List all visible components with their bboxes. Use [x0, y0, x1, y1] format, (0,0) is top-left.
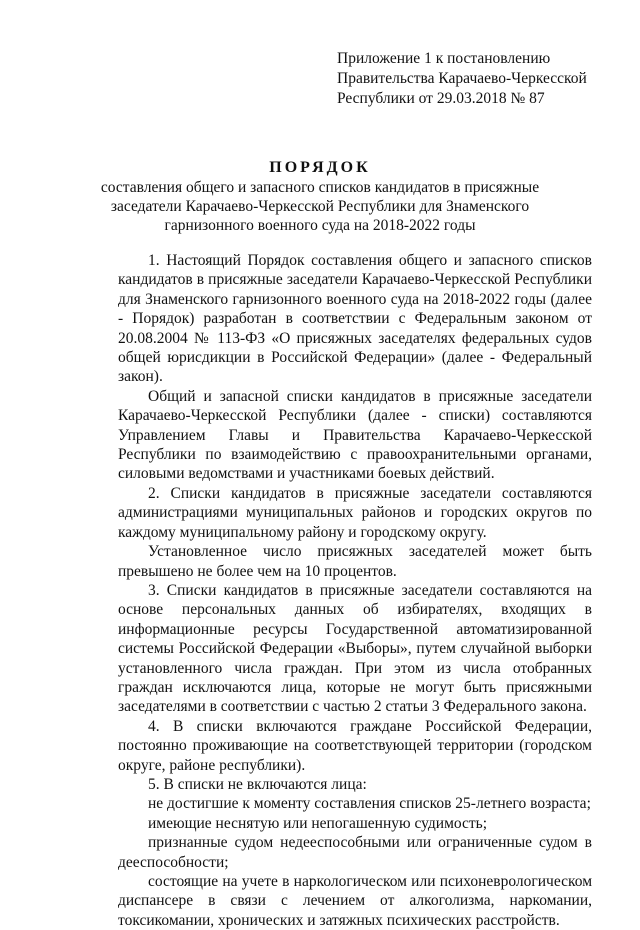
appendix-line: Республики от 29.03.2018 № 87 — [337, 90, 545, 107]
appendix-line: Приложение 1 к постановлению — [337, 50, 551, 67]
paragraph-lists-compiled: Общий и запасной списки кандидатов в присяжные заседатели Карачаево-Черкесской Республики (далее - списки) составляются Управлением Главы и Правительства Карачаево-Черкесской Республики по взаимодействию с правоохранительными органами, силовыми ведомствами и участниками боевых действий. — [118, 387, 592, 483]
paragraph-1: 1. Настоящий Порядок составления общего и запасного списков кандидатов в присяжные заседатели Карачаево-Черкесской Республики для Знаменского гарнизонного военного суда на 2018-2022 годы (далее - Порядок) разработан в соответствии с Федеральным законом от 20.08.2004 № 113-ФЗ «О присяжных заседателях федеральных судов общей юрисдикции в Российской Федерации» (далее - Федеральный закон). — [118, 252, 592, 386]
paragraph-2: 2. Списки кандидатов в присяжные заседатели составляются администрациями муниципальных районов и городских округов по каждому муниципальному району и городскому округу. — [118, 484, 592, 541]
document-body — [118, 251, 592, 930]
paragraph-4: 4. В списки включаются граждане Российской Федерации, постоянно проживающие на соответствующей территории (городском округе, районе республики). — [118, 717, 592, 774]
exclusion-item: не достигшие к моменту составления списков 25-летнего возраста; — [148, 795, 591, 813]
paragraph-limit: Установленное число присяжных заседателей может быть превышено не более чем на 10 процентов. — [118, 543, 592, 580]
document-subtitle — [90, 178, 550, 235]
subtitle-line: заседатели Карачаево-Черкесской Республики для Знаменского — [110, 198, 530, 215]
exclusion-item: состоящие на учете в наркологическом или психоневрологическом диспансере в связи с лечением от алкоголизма, наркомании, токсикомании, хронических и затяжных психических расстройств. — [118, 873, 592, 929]
document-title: ПОРЯДОК — [269, 159, 371, 176]
exclusion-item: признанные судом недееспособными или ограниченные судом в дееспособности; — [118, 834, 592, 871]
appendix-line: Правительства Карачаево-Черкесской — [337, 70, 587, 87]
paragraph-3: 3. Списки кандидатов в присяжные заседатели составляются на основе персональных данных об избирателях, входящих в информационные ресурсы Государственной автоматизированной системы Российской Федерации «Выборы», путем случайной выборки установленного числа граждан. При этом из числа отобранных граждан исключаются лица, которые не могут быть присяжными заседателями в соответствии с частью 2 статьи 3 Федерального закона. — [118, 581, 592, 716]
appendix-note — [337, 49, 617, 109]
exclusion-item: имеющие неснятую или непогашенную судимость; — [148, 814, 488, 832]
subtitle-line: гарнизонного военного суда на 2018-2022 годы — [164, 217, 476, 234]
subtitle-line: составления общего и запасного списков кандидатов в присяжные — [100, 179, 540, 196]
paragraph-5: 5. В списки не включаются лица: — [148, 775, 367, 793]
